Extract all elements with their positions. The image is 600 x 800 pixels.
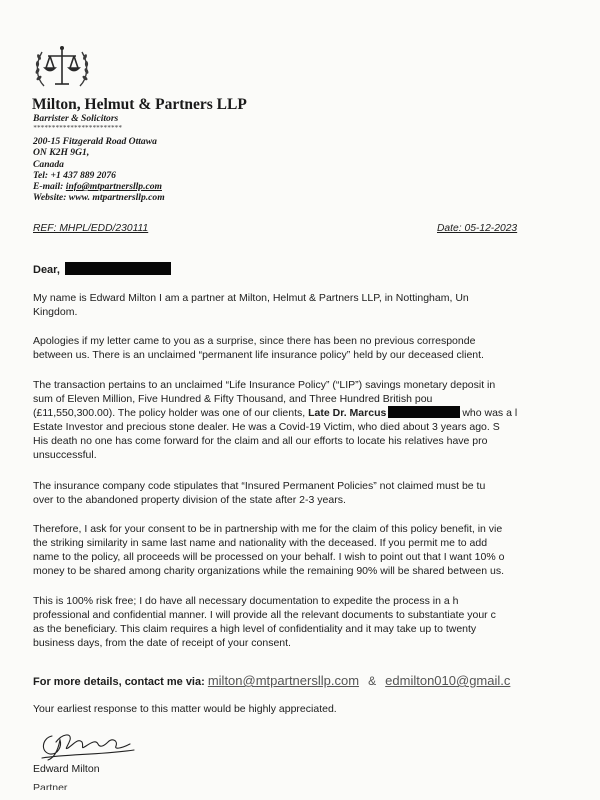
- paragraph-line: unsuccessful.: [33, 449, 97, 461]
- letterhead-divider: ************************: [33, 124, 122, 132]
- contact-line: [33, 673, 510, 688]
- paragraph-line: professional and confidential manner. I will provide all the relevant documents to substantiate your c: [33, 609, 496, 621]
- letter-date: Date: 05-12-2023: [437, 223, 518, 234]
- address-line: ON K2H 9G1,: [33, 147, 90, 159]
- salutation: [33, 262, 171, 276]
- contact-email-link-secondary[interactable]: edmilton010@gmail.c: [385, 673, 511, 688]
- paragraph-line: Estate Investor and precious stone dealer. He was a Covid-19 Victim, who died about 3 years ago. S: [33, 421, 500, 433]
- signer-role: [33, 778, 93, 790]
- telephone: Tel: +1 437 889 2076: [33, 169, 116, 181]
- paragraph-line: name to the policy, all proceeds will be processed on your behalf. I wish to point out that I want 10% o: [33, 551, 505, 563]
- paragraph-line: The insurance company code stipulates that “Insured Permanent Policies” not claimed must be tu: [33, 480, 486, 492]
- paragraph-line: between us. There is an unclaimed “permanent life insurance policy” held by our deceased client.: [33, 349, 484, 361]
- paragraph-line: Kingdom.: [33, 306, 78, 318]
- amount-text: (£11,550,300.00). The policy holder was one of our clients,: [33, 407, 309, 419]
- paragraph-line: business days, from the date of receipt of your consent.: [33, 637, 291, 649]
- paragraph-line: the striking similarity in same last name and nationality with the deceased. If you permit me to add: [33, 537, 488, 549]
- contact-email-link-primary[interactable]: milton@mtpartnersllp.com: [207, 673, 360, 688]
- paragraph-fragment: who was a l: [462, 407, 518, 419]
- deceased-client-name: Late Dr. Marcus: [308, 407, 387, 419]
- paragraph-line: My name is Edward Milton I am a partner at Milton, Helmut & Partners LLP, in Nottingham, Un: [33, 292, 469, 304]
- address-line: Canada: [33, 158, 64, 170]
- paragraph-line: sum of Eleven Million, Five Hundred & Fifty Thousand, and Three Hundred British pou: [33, 393, 433, 405]
- paragraph-line: [33, 406, 517, 420]
- paragraph-risk-free: [33, 594, 496, 650]
- paragraph-line: as the beneficiary. This claim requires a high level of confidentiality and it may take up to twenty: [33, 623, 477, 635]
- paragraph-line: Therefore, I ask for your consent to be in partnership with me for the claim of this policy benefit, in vie: [33, 523, 503, 535]
- paragraph-line: This is 100% risk free; I do have all necessary documentation to expedite the process in a h: [33, 595, 459, 607]
- paragraph-line: money to be shared among charity organizations while the remaining 90% will be shared between us.: [33, 565, 505, 577]
- paragraph-transaction: [33, 378, 517, 462]
- firm-email-link[interactable]: info@mtpartnersllp.com: [65, 181, 162, 193]
- paragraph-line: His death no one has come forward for the claim and all our efforts to locate his relatives have pro: [33, 435, 488, 447]
- address-line: 200-15 Fitzgerald Road Ottawa: [33, 136, 157, 147]
- contact-ampersand: &: [368, 674, 377, 688]
- signer-role-text: Partner: [33, 782, 68, 790]
- redacted-surname: [388, 406, 460, 418]
- redacted-recipient-name: [65, 262, 171, 275]
- signer-name: Edward Milton: [33, 763, 100, 775]
- paragraph-line: The transaction pertains to an unclaimed “Life Insurance Policy” (“LIP”) savings monetary deposit in: [33, 379, 496, 391]
- email-line: [33, 181, 165, 192]
- email-label: E-mail:: [33, 181, 66, 193]
- firm-name: Milton, Helmut & Partners LLP: [32, 96, 247, 113]
- firm-subtitle: Barrister & Solicitors: [33, 113, 119, 124]
- salutation-text: Dear,: [33, 264, 60, 276]
- handwritten-signature: [38, 728, 138, 762]
- reference-number: REF: MHPL/EDD/230111: [33, 223, 149, 234]
- paragraph-line: Apologies if my letter came to you as a surprise, since there has been no previous corresponde: [33, 335, 476, 347]
- paragraph-insurance-code: [33, 479, 485, 507]
- paragraph-apology: [33, 334, 484, 362]
- firm-address-block: [33, 136, 165, 204]
- paragraph-consent: [33, 522, 504, 578]
- scales-of-justice-logo-icon: [30, 40, 94, 94]
- website: Website: www. mtpartnersllp.com: [33, 192, 165, 204]
- paragraph-line: over to the abandoned property division of the state after 2-3 years.: [33, 494, 346, 506]
- contact-label: For more details, contact me via:: [33, 676, 208, 688]
- closing-line: Your earliest response to this matter would be highly appreciated.: [33, 703, 337, 715]
- paragraph-intro: [33, 291, 469, 319]
